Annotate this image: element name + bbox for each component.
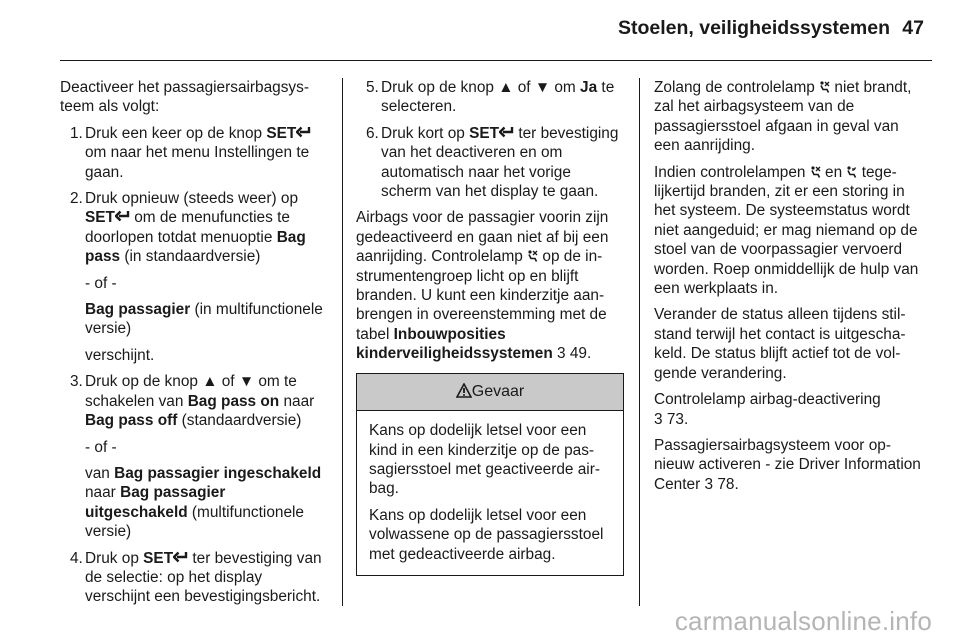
set-key-label: SET (266, 124, 297, 142)
step-text: Druk een keer op de knop (85, 124, 263, 142)
intro-paragraph: Deactiveer het passagiersairbagsysteem als volgt: (60, 79, 309, 116)
warning-text: Kans op dodelijk letsel voor een kind in een kinderzitje op de passagiersstoel met geactiveerde airbag. (369, 422, 600, 498)
or-separator: - of - (85, 438, 117, 456)
menu-option: Bag pass (85, 228, 306, 266)
step-text: om de menufuncties te doorlopen totdat menuoptie (85, 209, 290, 246)
return-arrow-icon (173, 549, 188, 568)
header-divider (60, 60, 932, 61)
step-5 (356, 78, 624, 117)
body-text: op de instrumentengroep licht op en blijft branden. U kunt een kinderzitje aanbrengen in overeenstemming met de tabel (356, 248, 607, 343)
set-key-label: SET (143, 549, 174, 567)
return-arrow-icon (115, 208, 130, 227)
step-text: (in multifunctionele versie) (85, 301, 323, 338)
body-text: en (825, 163, 843, 181)
menu-option: Bag passagier uitgeschakeld (85, 484, 226, 521)
step-number: 6. (366, 124, 379, 142)
airbag-off-lamp-icon (810, 165, 821, 178)
warning-header (357, 374, 623, 411)
step-2 (60, 189, 330, 365)
menu-option: Bag passagier ingeschakeld (114, 464, 322, 482)
menu-option: Bag pass on (187, 392, 280, 410)
step-text: Druk op de knop ▲ of ▼ om te schakelen van (85, 373, 297, 410)
column-2 (356, 78, 624, 576)
page-reference[interactable]: 3 78. (704, 475, 739, 493)
airbag-off-lamp-icon (819, 80, 830, 93)
page-number: 47 (902, 17, 924, 39)
step-4 (60, 549, 330, 607)
reactivate-paragraph (654, 436, 924, 494)
or-separator: - of - (85, 274, 117, 292)
column-divider-1 (342, 78, 343, 606)
return-arrow-icon (296, 124, 311, 143)
column-1 (60, 78, 330, 614)
step-6 (356, 124, 624, 202)
return-arrow-icon (499, 124, 514, 143)
step-text: Druk kort op (381, 124, 465, 142)
body-text: Controlelamp airbag-deactivering (654, 391, 881, 409)
warning-body (357, 411, 623, 575)
step-number: 5. (366, 79, 379, 96)
step-text: van (85, 464, 110, 482)
step-number: 3. (70, 373, 83, 391)
body-text: tegelijkertijd branden, zit er een storing in het systeem. De systeemstatus wordt niet aangeduid; er mag niemand op de stoel van de voorpassagier vervoerd worden. Roep onmiddellijk de hulp van een werkplaats in. (654, 163, 919, 298)
page-reference[interactable]: 3 73. (654, 410, 689, 428)
body-text: Airbags voor de passagier voorin zijn gedeactiveerd en gaan niet af bij een aanrijding. Controlelamp (356, 209, 609, 266)
menu-option: Bag pass off (85, 412, 178, 430)
body-text: Passagiersairbagsysteem voor opnieuw activeren - zie Driver Information Center (654, 436, 921, 493)
lamp-paragraph (654, 78, 924, 156)
step-text: Druk op (85, 549, 139, 567)
step-number: 4. (70, 549, 83, 567)
warning-box (356, 373, 624, 576)
column-divider-2 (639, 78, 640, 606)
airbag-on-lamp-icon (846, 165, 857, 178)
step-1 (60, 124, 330, 182)
deactivation-ref-paragraph (654, 390, 924, 429)
set-key-label: SET (85, 209, 115, 227)
step-text: verschijnt. (85, 346, 155, 364)
body-text: Zolang de controlelamp (654, 79, 815, 96)
step-number: 2. (70, 190, 83, 208)
deactivated-paragraph (356, 208, 624, 363)
warning-triangle-icon (456, 383, 472, 398)
menu-option: Ja (580, 79, 598, 96)
step-text: ter bevestiging van het deactiveren en om automatisch naar het vorige scherm van het display te gaan. (381, 124, 619, 201)
step-text: (standaardversie) (181, 412, 302, 430)
header-title: Stoelen, veiligheidssystemen (617, 17, 890, 39)
step-text: te selecteren. (381, 79, 615, 116)
set-key-label: SET (469, 124, 500, 142)
status-paragraph: Verander de status alleen tijdens stilstand terwijl het contact is uitgeschakeld. De status blijft actief tot de volgende verandering. (654, 306, 906, 382)
step-text: Druk opnieuw (steeds weer) op (85, 190, 299, 208)
step-text: naar (283, 392, 315, 410)
step-text: (in standaardversie) (124, 248, 261, 266)
body-text: Indien controlelampen (654, 163, 806, 181)
step-text: om naar het menu Instellingen te gaan. (85, 144, 310, 181)
step-text: naar (85, 484, 116, 502)
cross-reference-link[interactable]: Inbouwposities kinderveiligheidssystemen (356, 325, 553, 363)
step-text: ter bevestiging van de selectie: op het display verschijnt een bevestigingsbericht. (85, 549, 322, 606)
step-text: (multifunctionele versie) (85, 503, 304, 541)
step-number: 1. (70, 124, 83, 142)
step-3 (60, 372, 330, 541)
airbag-off-lamp-icon (527, 249, 538, 262)
warning-title: Gevaar (471, 382, 525, 400)
step-text: Druk op de knop ▲ of ▼ om (381, 79, 576, 96)
body-text: niet brandt, zal het airbagsysteem van de passagiersstoel afgaan in geval van een aanrijding. (654, 79, 912, 155)
warning-text: Kans op dodelijk letsel voor een volwassene op de passagiersstoel met gedeactiveerde airbag. (369, 506, 604, 563)
fault-paragraph (654, 163, 924, 299)
menu-option: Bag passagier (85, 301, 191, 319)
page-reference[interactable]: 3 49. (557, 345, 592, 363)
watermark: carmanualsonline.info (674, 606, 932, 636)
column-3 (654, 78, 924, 501)
